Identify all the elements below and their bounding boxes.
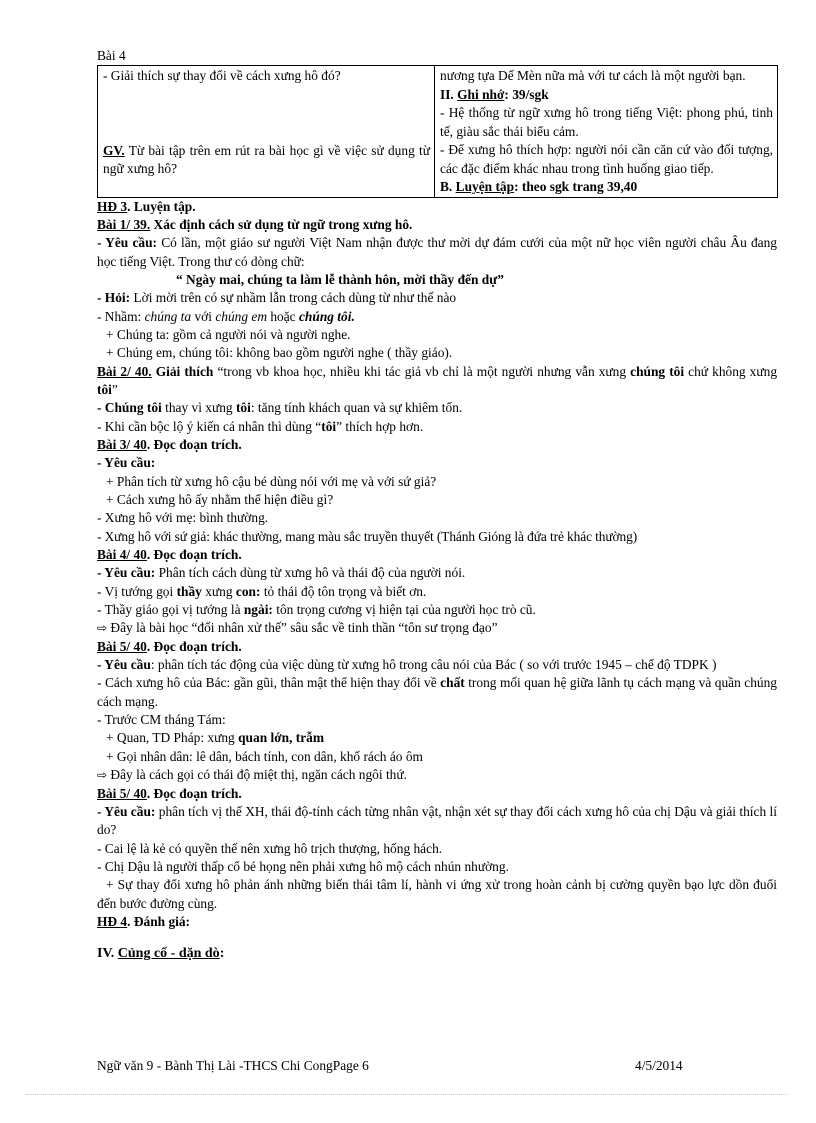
table-left-cell — [98, 66, 435, 198]
bai3-request: - Yêu cầu: — [97, 455, 156, 471]
ghi-nho-point: - Hệ thống từ ngữ xưng hô trong tiếng Việt: phong phú, tinh tế, giàu sắc thái biểu cảm. — [440, 105, 773, 139]
section4-heading: IV. Củng cố - dặn dò: — [97, 946, 225, 962]
bai3-heading: Bài 3/ 40. Đọc đoạn trích. — [97, 436, 242, 452]
bai2-answer: - Chúng tôi thay vì xưng tôi: tăng tính khách quan và sự khiêm tốn. — [97, 400, 463, 416]
page-footer — [97, 1058, 697, 1074]
bai1-point: + Chúng ta: gồm cả người nói và người nghe. — [106, 326, 351, 342]
bai5a-request: - Yêu cầu: phân tích tác động của việc dùng từ xưng hô trong câu nói của Bác ( so với trước 1945 – chế độ TDPK ) — [97, 657, 717, 673]
bai3-answer: - Xưng hô với sứ giả: khác thường, mang màu sắc truyền thuyết (Thánh Gióng là đứa trẻ khác thường) — [97, 528, 638, 544]
document-page — [97, 47, 777, 964]
footer-date: 4/5/2014 — [635, 1058, 683, 1073]
ghi-nho-point: - Để xưng hô thích hợp: người nói cần căn cứ vào đối tượng, các đặc điểm khác nhau trong tình huống giao tiếp. — [440, 142, 773, 176]
gv-question: GV. Từ bài tập trên em rút ra bài học gì về việc sử dụng từ ngữ xưng hô? — [103, 142, 430, 176]
lesson-heading: Bài 4 — [97, 48, 126, 63]
question-text: - Giải thích sự thay đổi về cách xưng hô đó? — [103, 68, 341, 83]
ghi-nho-heading: II. Ghi nhớ: 39/sgk — [440, 86, 549, 102]
bai5b-request: - Yêu cầu: phân tích vị thế XH, thái độ-tính cách từng nhân vật, nhận xét sự thay đổi cách xưng hô của chị Dậu và giải thích lí do? — [97, 803, 778, 838]
hd4-heading: HĐ 4. Đánh giá: — [97, 913, 191, 929]
bai5b-answer: - Cai lệ là kẻ có quyền thế nên xưng hô trịch thượng, hống hách. — [97, 840, 443, 856]
bai5a-point: + Gọi nhân dân: lê dân, bách tính, con dân, khố rách áo ôm — [106, 748, 423, 764]
bai5a-conclusion: ⇨ Đây là cách gọi có thái độ miệt thị, ngăn cách ngôi thứ. — [97, 767, 407, 783]
bai2-heading: Bài 2/ 40. Giải thích “trong vb khoa học, nhiều khi tác giả vb chỉ là một người nhưng vẫn xưng chúng tôi chứ không xưng tôi” — [97, 363, 778, 397]
bai4-answer: - Thầy giáo gọi vị tướng là ngài: tôn trọng cương vị hiện tại của người học trò cũ. — [97, 602, 536, 618]
bai5a-answer: - Cách xưng hô của Bác: gần gũi, thân mật thể hiện thay đổi về chất trong mối quan hệ giữa lãnh tụ cách mạng và quần chúng cách mạng. — [97, 675, 777, 709]
answer-text: nương tựa Dế Mèn nữa mà với tư cách là một người bạn. — [440, 68, 746, 83]
arrow-right-icon: ⇨ — [97, 768, 108, 783]
bai3-answer: - Xưng hô với mẹ: bình thường. — [97, 510, 269, 526]
page-divider — [26, 1094, 788, 1095]
bai5a-heading: Bài 5/ 40. Đọc đoạn trích. — [97, 638, 242, 654]
bai1-quote: “ Ngày mai, chúng ta làm lễ thành hôn, mời thầy đến dự” — [176, 271, 504, 287]
bai1-point: + Chúng em, chúng tôi: không bao gồm người nghe ( thầy giáo). — [106, 345, 453, 361]
bai5b-point: + Sự thay đổi xưng hô phản ánh những biến thái tâm lí, hành vi ứng xử trong hoàn cảnh bị cường quyền bạo lực dồn đuổi đến bước đường cùng. — [97, 877, 777, 911]
bai1-request: - Yêu cầu: Có lần, một giáo sư người Việt Nam nhận được thư mời dự đám cưới của một nữ học viên người châu Âu đang học tiếng Việt. Trong thư có dòng chữ: — [97, 235, 777, 269]
bai1-heading: Bài 1/ 39. Xác định cách sử dụng từ ngữ trong xưng hô. — [97, 216, 413, 232]
table-right-cell — [435, 66, 778, 198]
bai3-point: + Phân tích từ xưng hô cậu bé dùng nói với mẹ và với sứ giả? — [106, 473, 437, 489]
bai4-conclusion: ⇨ Đây là bài học “đối nhân xử thế” sâu sắc về tinh thần “tôn sư trọng đạo” — [97, 620, 498, 636]
bai1-mistake: - Nhầm: chúng ta với chúng em hoặc chúng tôi. — [97, 308, 355, 324]
bai5a-point: + Quan, TD Pháp: xưng quan lớn, trẫm — [106, 730, 325, 746]
bai1-question: - Hỏi: Lời mời trên có sự nhầm lẫn trong cách dùng từ như thế nào — [97, 290, 457, 306]
exercise-section — [97, 198, 777, 964]
bai4-heading: Bài 4/ 40. Đọc đoạn trích. — [97, 547, 242, 563]
bai4-request: - Yêu cầu: Phân tích cách dùng từ xưng hô và thái độ của người nói. — [97, 565, 466, 581]
bai3-point: + Cách xưng hô ấy nhằm thể hiện điều gì? — [106, 492, 334, 507]
bai5b-answer: - Chị Dậu là người thấp cổ bé họng nên phải xưng hô mộ cách nhún nhường. — [97, 858, 509, 874]
hd3-heading: HĐ 3. Luyện tập. — [97, 198, 196, 214]
bai2-answer: - Khi cần bộc lộ ý kiến cá nhân thì dùng “tôi” thích hợp hơn. — [97, 418, 424, 434]
bai5b-heading: Bài 5/ 40. Đọc đoạn trích. — [97, 785, 242, 801]
luyen-tap-heading: B. Luyện tập: theo sgk trang 39,40 — [440, 179, 638, 194]
arrow-right-icon: ⇨ — [97, 621, 108, 636]
lesson-table — [97, 65, 778, 198]
footer-text: Ngữ văn 9 - Bành Thị Lài -THCS Chi CongPage 6 — [97, 1058, 369, 1073]
bai5a-answer: - Trước CM tháng Tám: — [97, 712, 226, 728]
bai4-answer: - Vị tướng gọi thầy xưng con: tỏ thái độ tôn trọng và biết ơn. — [97, 583, 427, 599]
